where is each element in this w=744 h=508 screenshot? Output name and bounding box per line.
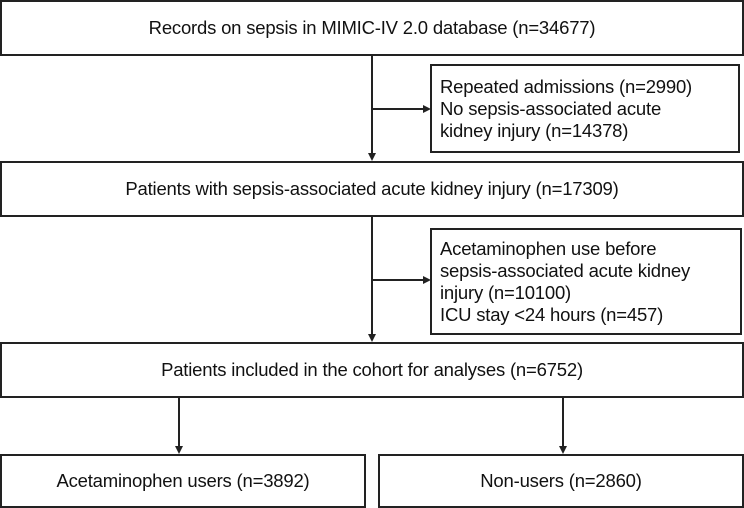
connector-cohort-to-users — [178, 398, 180, 446]
sa-aki-label: Patients with sepsis-associated acute kidney injury (n=17309) — [125, 178, 619, 199]
exclusion-2-line-4: ICU stay <24 hours (n=457) — [440, 303, 664, 325]
exclusion-2-line-3: injury (n=10100) — [440, 281, 572, 303]
sa-aki-box — [0, 161, 744, 217]
exclusion-2-line-2: sepsis-associated acute kidney — [440, 259, 691, 281]
arrow-down-icon — [368, 334, 376, 342]
connector-cohort-to-nonusers — [562, 398, 564, 446]
connector-saaki-to-cohort — [371, 217, 373, 335]
cohort-label: Patients included in the cohort for analyses (n=6752) — [161, 359, 583, 380]
exclusion-box-1 — [430, 64, 740, 153]
exclusion-box-2 — [430, 228, 742, 335]
exclusion-1-line-2: No sepsis-associated acute — [440, 97, 662, 119]
users-label: Acetaminophen users (n=3892) — [56, 470, 310, 491]
records-box — [0, 0, 744, 56]
non-users-label: Non-users (n=2860) — [480, 470, 642, 491]
connector-to-exclusion-1 — [372, 108, 424, 110]
records-label: Records on sepsis in MIMIC-IV 2.0 database (n=34677) — [148, 17, 596, 38]
users-box — [0, 454, 366, 508]
connector-records-to-saaki — [371, 56, 373, 154]
arrow-down-icon — [559, 446, 567, 454]
exclusion-1-line-3: kidney injury (n=14378) — [440, 119, 629, 141]
exclusion-1-line-1: Repeated admissions (n=2990) — [440, 75, 693, 97]
arrow-down-icon — [368, 153, 376, 161]
cohort-box — [0, 342, 744, 398]
exclusion-2-line-1: Acetaminophen use before — [440, 237, 657, 259]
connector-to-exclusion-2 — [372, 279, 424, 281]
arrow-down-icon — [175, 446, 183, 454]
non-users-box — [378, 454, 744, 508]
